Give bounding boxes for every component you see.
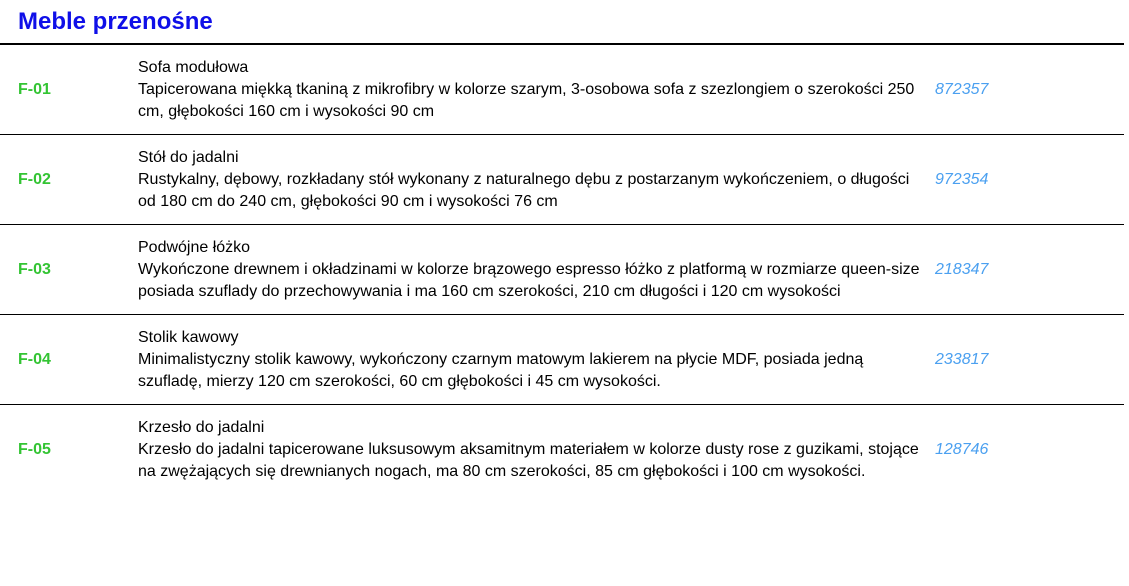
item-name: Krzesło do jadalni (138, 419, 265, 436)
item-details (138, 405, 924, 494)
table-row (0, 315, 1124, 405)
item-description: Minimalistyczny stolik kawowy, wykończony czarnym matowym lakierem na płycie MDF, posiada jedną szufladę, mierzy 120 cm szerokości, 60 cm głębokości i 45 cm wysokości. (138, 351, 864, 390)
page-title: Meble przenośne (0, 0, 1124, 45)
item-number: 872357 (935, 80, 989, 98)
table-row (0, 45, 1124, 135)
item-name: Stół do jadalni (138, 149, 239, 166)
item-details (138, 315, 924, 404)
item-code: F-05 (18, 440, 51, 458)
item-code: F-04 (18, 350, 51, 368)
item-details (138, 225, 924, 314)
item-name: Sofa modułowa (138, 59, 249, 76)
item-name: Stolik kawowy (138, 329, 239, 346)
item-description: Wykończone drewnem i okładzinami w kolorze brązowego espresso łóżko z platformą w rozmiarze queen-size posiada szuflady do przechowywania i ma 160 cm szerokości, 210 cm długości i 120 cm wysokości (138, 261, 920, 300)
furniture-table (0, 45, 1124, 494)
item-number: 128746 (935, 440, 989, 458)
item-code: F-03 (18, 260, 51, 278)
item-details (138, 45, 924, 134)
item-number: 972354 (935, 170, 989, 188)
item-code: F-01 (18, 80, 51, 98)
table-row (0, 135, 1124, 225)
table-row (0, 405, 1124, 494)
item-number: 218347 (935, 260, 989, 278)
item-description: Rustykalny, dębowy, rozkładany stół wykonany z naturalnego dębu z postarzanym wykończeniem, o długości od 180 cm do 240 cm, głębokości 90 cm i wysokości 76 cm (138, 171, 910, 210)
item-number: 233817 (935, 350, 989, 368)
item-description: Tapicerowana miękką tkaniną z mikrofibry w kolorze szarym, 3-osobowa sofa z szezlongiem o szerokości 250 cm, głębokości 160 cm i wysokości 90 cm (138, 81, 915, 120)
item-details (138, 135, 924, 224)
item-code: F-02 (18, 170, 51, 188)
item-name: Podwójne łóżko (138, 239, 251, 256)
item-description: Krzesło do jadalni tapicerowane luksusowym aksamitnym materiałem w kolorze dusty rose z guzikami, stojące na zwężających się drewnianych nogach, ma 80 cm szerokości, 85 cm głębokości i 100 cm wysokości. (138, 441, 919, 480)
table-row (0, 225, 1124, 315)
